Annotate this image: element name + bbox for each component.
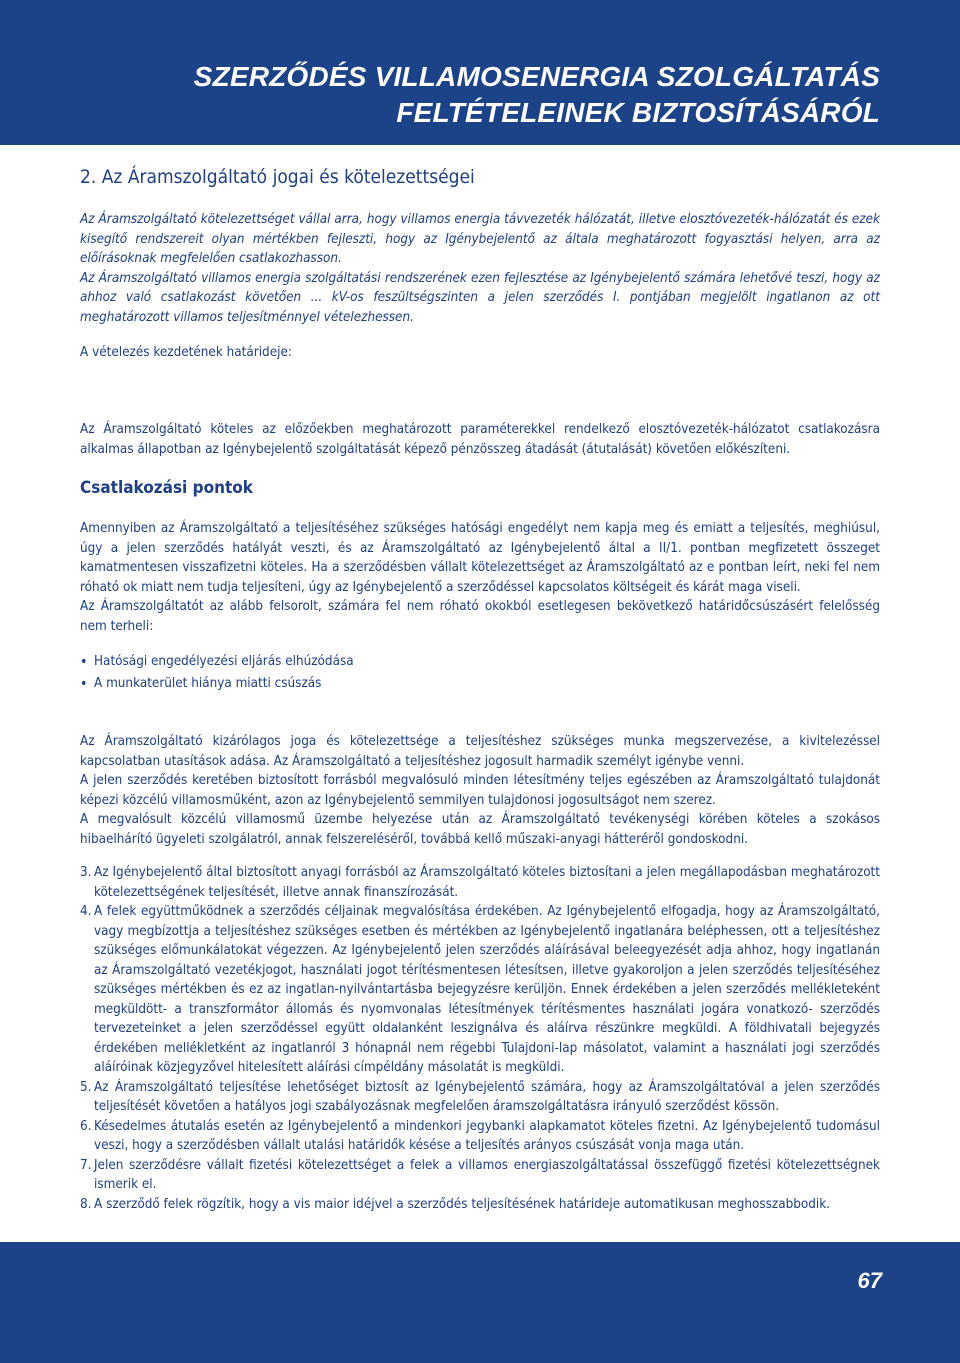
item-text: Jelen szerződésre vállalt fizetési kötelezettséget a felek a villamos energiaszolgáltatással összefüggő fizetési kötelezettségnek ismerik el.: [94, 1157, 880, 1192]
intro-paragraph: Az Áramszolgáltató villamos energia szolgáltatási rendszerének ezen fejlesztése az Igénybejelentő számára lehetővé teszi, hogy az ahhoz való csatlakozást követően ... kV-os feszültségszinten a jelen szerződés I. pontjában megjelölt ingatlanon az ott meghatározott villamos teljesítménnyel vételezhessen.: [80, 270, 880, 325]
item-number: 5.: [80, 1079, 92, 1095]
header-band: [0, 0, 960, 145]
item-text: Az Igénybejelentő által biztosított anyagi forrásból az Áramszolgáltató köteles biztosítani a jelen megállapodásban meghatározott kötelezettségének teljesítését, illetve annak finanszírozását.: [94, 865, 880, 900]
page-content: [80, 165, 880, 1245]
numbered-item: [80, 1117, 880, 1156]
bullet-item: • A munkaterület hiánya miatti csúszás: [80, 673, 880, 695]
bullet-item: • Hatósági engedélyezési eljárás elhúzódása: [80, 651, 880, 673]
numbered-item: [80, 863, 880, 902]
footer-band: [0, 1242, 960, 1363]
numbered-item: [80, 1195, 880, 1215]
deadline-label: A vételezés kezdetének határideje:: [80, 345, 292, 360]
item-text: A szerződő felek rögzítik, hogy a vis maior idéjvel a szerződés teljesítésének határideje automatikusan meghosszabbodik.: [94, 1196, 831, 1212]
rights-paragraph: A jelen szerződés keretében biztosított forrásból megvalósuló minden létesítmény teljes egészében az Áramszolgáltató tulajdonát képezi közcélú villamosműként, azon az Igénybejelentő semmilyen tulajdonosi jogosultságot nem szerez.: [80, 773, 880, 808]
document-title-line-2: FELTÉTELEINEK BIZTOSÍTÁSÁRÓL: [396, 97, 880, 128]
delay-bullets: [80, 651, 880, 695]
section-heading: 2. Az Áramszolgáltató jogai és kötelezettségei: [80, 166, 475, 188]
numbered-item: [80, 902, 880, 1078]
item-number: 3.: [80, 865, 92, 880]
numbered-item: [80, 1156, 880, 1195]
item-number: 4.: [80, 904, 92, 919]
connection-paragraph: Az Áramszolgáltatót az alább felsorolt, számára fel nem róható okokból esetlegesen bekövetkező határidőcsúszásért felelősség nem terheli:: [80, 599, 880, 634]
numbered-list: [80, 863, 880, 1214]
intro-block: [80, 210, 880, 327]
document-title-line-1: SZERZŐDÉS VILLAMOSENERGIA SZOLGÁLTATÁS: [193, 61, 880, 92]
intro-paragraph: Az Áramszolgáltató kötelezettséget vállal arra, hogy villamos energia távvezeték hálózatát, illetve elosztóvezeték-hálózatát és ezek kisegítő rendszereit olyan mértékben fejleszti, hogy az Igénybejelentő az általa meghatározott fogyasztási helyen, arra az előírásoknak megfelelően csatlakozhasson.: [80, 212, 880, 266]
obligation-paragraph: [80, 420, 880, 459]
rights-paragraph: A megvalósult közcélú villamosmű üzembe helyezése után az Áramszolgáltató tevékenységi körében köteles a szokásos hibaelhárító ügyeleti szolgálatról, annak felszereléséről, továbbá kellő műszaki-anyagi hátteréről gondoskodni.: [80, 812, 880, 847]
rights-paragraph: Az Áramszolgáltató kizárólagos joga és kötelezettsége a teljesítéshez szükséges munka megszervezése, a kivitelezéssel kapcsolatban utasítások adása. Az Áramszolgáltató a teljesítéshez jogosult harmadik személyt igénybe venni.: [80, 734, 880, 769]
numbered-item: [80, 1078, 880, 1117]
connection-points-block: [80, 519, 880, 636]
item-number: 8.: [80, 1196, 92, 1212]
rights-block: [80, 732, 880, 849]
item-text: Az Áramszolgáltató teljesítése lehetőséget biztosít az Igénybejelentő számára, hogy az Áramszolgáltatóval a jelen szerződés teljesítését követően a hatályos jogi szabályozásnak megfelelően áramszolgáltatásra irányuló szerződést kössön.: [94, 1079, 880, 1114]
item-number: 7.: [80, 1157, 92, 1173]
item-number: 6.: [80, 1118, 92, 1134]
connection-points-heading: Csatlakozási pontok: [80, 478, 253, 498]
page-number: 67: [857, 1268, 882, 1293]
item-text: Késedelmes átutalás esetén az Igénybejelentő a mindenkori jegybanki alapkamatot köteles fizetni. Az Igénybejelentő tudomásul veszi, hogy a szerződésben vállalt utalási határidők késése a teljesítés arányos csúszását vonja maga után.: [94, 1118, 880, 1153]
obligation-text: Az Áramszolgáltató köteles az előzőekben meghatározott paraméterekkel rendelkező elosztóvezeték-hálózatot csatlakozásra alkalmas állapotban az Igénybejelentő szolgáltatását képező pénzösszeg átadását (átutalását) követően előkészíteni.: [80, 422, 880, 457]
connection-paragraph: Amennyiben az Áramszolgáltató a teljesítéséhez szükséges hatósági engedélyt nem kapja meg és emiatt a teljesítés, meghiúsul, úgy a jelen szerződés hatályát veszti, és az Áramszolgáltató az Igénybejelentő által a II/1. pontban megfizetett összeget kamatmentesen visszafizetni köteles. Ha a szerződésben vállalt kötelezettséget az Áramszolgáltató az e pontban leírt, neki fel nem róható ok miatt nem tudja teljesíteni, úgy az Igénybejelentő a szerződéssel kapcsolatos költségeit és kárát maga viseli.: [80, 521, 880, 595]
item-text: A felek együttműködnek a szerződés céljainak megvalósítása érdekében. Az Igénybejelentő elfogadja, hogy az Áramszolgáltató, vagy megbízottja a teljesítéshez szükséges esetben és mértékben az Igénybejelentő ingatlanára beléphessen, ott a teljesítéshez szükséges előmunkálatokat végezzen. Az Igénybejelentő jelen szerződés aláírásával beleegyezését adja ahhoz, hogy ingatlanán az Áramszolgáltató vezetékjogot, használati jogot térítésmentesen létesítsen, illetve gyakoroljon a jelen szerződés teljesítéséhez szükséges mértékben és ez az ingatlan-nyilvántartásba bejegyzésre kerüljön. Ennek érdekében a jelen szerződés mellékleteként megküldött- a transzformátor állomás és nyomvonalas létesítmények térítésmentes használati jogára vonatkozó- szerződés tervezeteinket a jelen szerződéssel együtt oldalanként leszignálva és aláírva részünkre megküldi. A földhivatali bejegyzés érdekében mellékletként az ingatlanról 3 hónapnál nem régebbi Tulajdoni-lap másolatot, valamint a használati jogi szerződés aláíróinak közjegyzővel hitelesített aláírási címpéldány másolatát is megküldi.: [94, 904, 880, 1075]
